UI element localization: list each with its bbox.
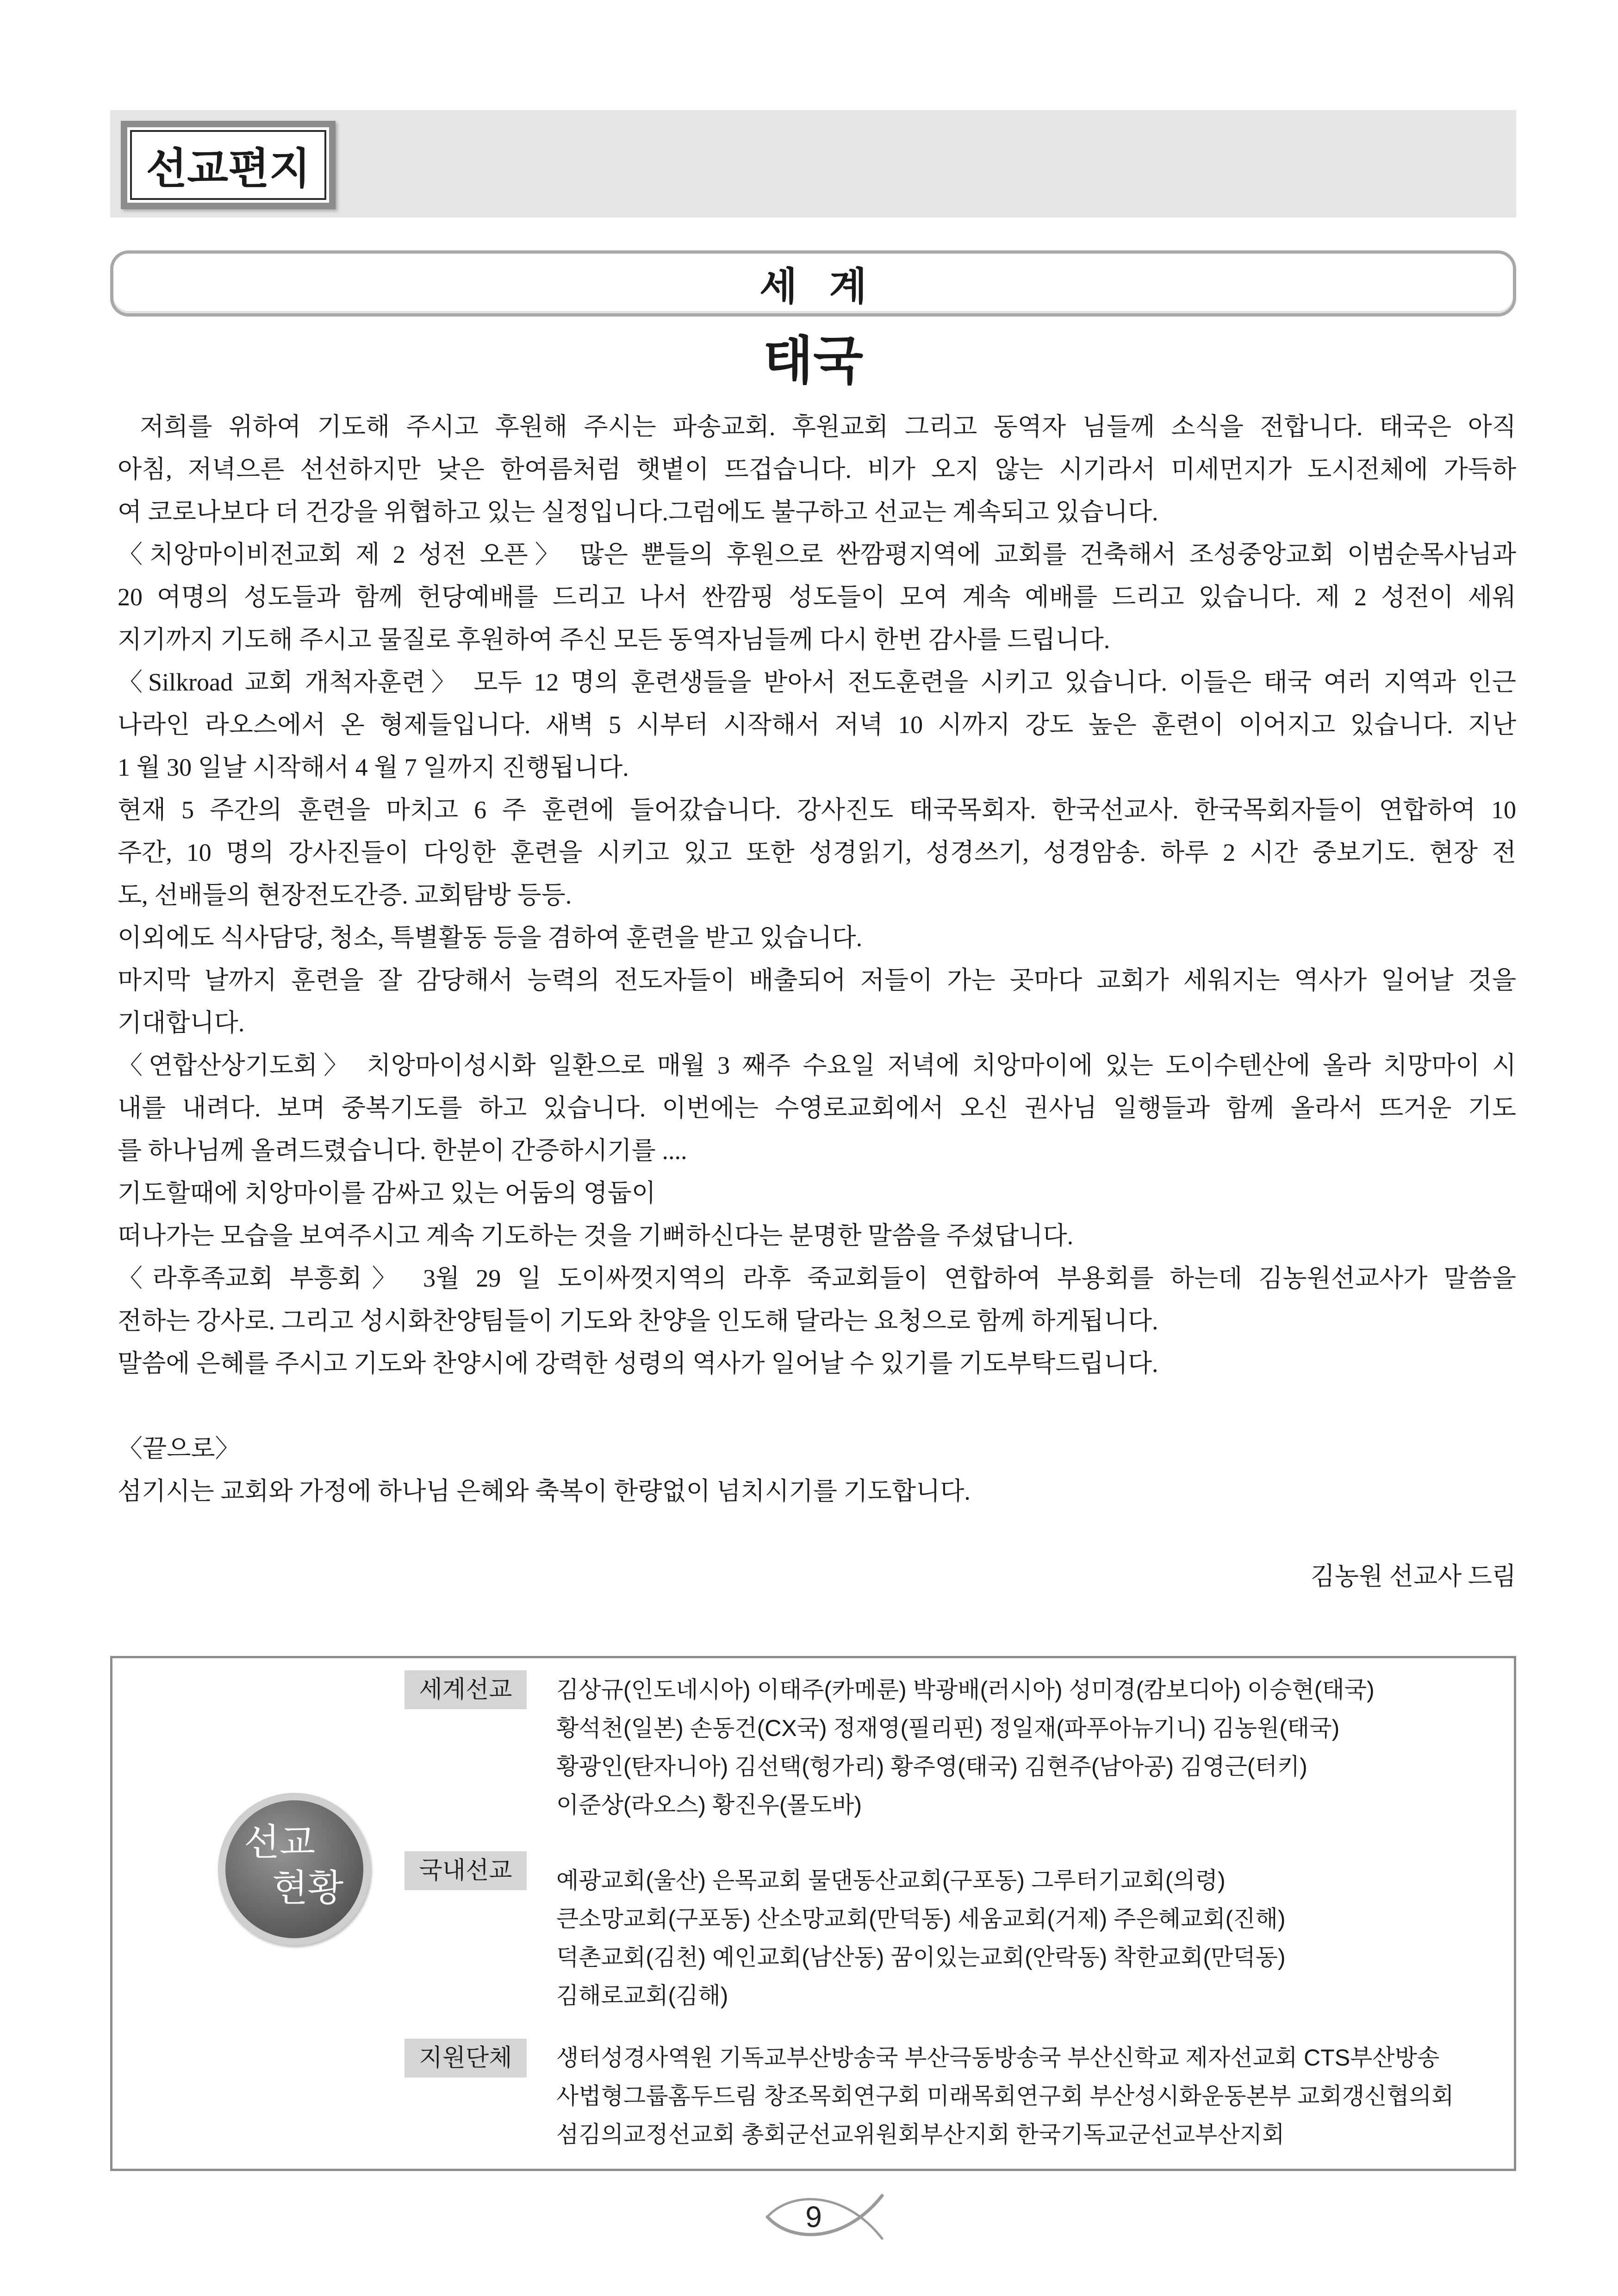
mission-entry-line: 예광교회(울산) 은목교회 물댄동산교회(구포동) 그루터기교회(의령) bbox=[556, 1867, 1226, 1893]
letter-line: 이외에도 식사담당, 청소, 특별활동 등을 겸하여 훈련을 받고 있습니다. bbox=[118, 924, 863, 952]
mission-status-box bbox=[110, 1656, 1516, 2171]
mission-entry-line: 생터성경사역원 기독교부산방송국 부산극동방송국 부산신학교 제자선교회 CTS부산방송 bbox=[556, 2045, 1440, 2071]
letter-line: 기대합니다. bbox=[118, 1009, 245, 1037]
mission-entry-line: 황석천(일본) 손동건(CX국) 정재영(필리핀) 정일재(파푸아뉴기니) 김농원(태국) bbox=[556, 1715, 1340, 1741]
signature: 김농원 선교사 드림 bbox=[1310, 1562, 1516, 1590]
header-band bbox=[110, 110, 1516, 218]
group-entries-world bbox=[556, 1671, 1510, 1824]
letter-line: 도, 선배들의 현장전도간증. 교회탐방 등등. bbox=[118, 881, 572, 909]
section-label-box bbox=[121, 121, 336, 209]
page-footer bbox=[764, 2191, 886, 2243]
letter-line: 지기까지 기도해 주시고 물질로 후원하여 주신 모든 동역자님들께 다시 한번 감사를 드립니다. bbox=[118, 626, 1110, 653]
country-title: 태국 bbox=[763, 331, 864, 391]
mission-entry-line: 김해로교회(김해) bbox=[556, 1983, 728, 2009]
mission-status-badge bbox=[218, 1793, 371, 1946]
letter-line: 나라인 라오스에서 온 형제들입니다. 새벽 5 시부터 시작해서 저녁 10 시까지 강도 높은 훈련이 이어지고 있습니다. 지난 bbox=[118, 711, 1516, 739]
closing-heading: 〈끝으로〉 bbox=[118, 1435, 240, 1462]
letter-line: 말씀에 은혜를 주시고 기도와 찬양시에 강력한 성령의 역사가 일어날 수 있기를 기도부탁드립니다. bbox=[118, 1350, 1158, 1377]
mission-entry-line: 김상규(인도네시아) 이태주(카메룬) 박광배(러시아) 성미경(캄보디아) 이승현(태국) bbox=[556, 1677, 1375, 1703]
letter-line: 기도할때에 치앙마이를 감싸고 있는 어둠의 영둡이 bbox=[118, 1179, 656, 1207]
mission-entry-line: 사법형그룹홈두드림 창조목회연구회 미래목회연구회 부산성시화운동본부 교회갱신협의회 bbox=[556, 2083, 1454, 2109]
letter-line: 1 월 30 일날 시작해서 4 월 7 일까지 진행됩니다. bbox=[118, 753, 629, 781]
badge-line-1: 선교 bbox=[243, 1821, 316, 1864]
letter-line: 저희를 위하여 기도해 주시고 후원해 주시는 파송교회. 후원교회 그리고 동역자 님들께 소식을 전합니다. 태국은 아직 bbox=[140, 413, 1516, 441]
letter-line: 내를 내려다. 보며 중복기도를 하고 있습니다. 이번에는 수영로교회에서 오신 권사님 일행들과 함께 올라서 뜨거운 기도 bbox=[118, 1094, 1516, 1122]
letter-line: 현재 5 주간의 훈련을 마치고 6 주 훈련에 들어갔습니다. 강사진도 태국목회자. 한국선교사. 한국목회자들이 연합하여 10 bbox=[118, 796, 1516, 824]
blank-line bbox=[118, 1385, 1516, 1427]
letter-line: 20 여명의 성도들과 함께 헌당예배를 드리고 나서 싼깜핑 성도들이 모여 계속 예배를 드리고 있습니다. 제 2 성전이 세워 bbox=[118, 583, 1516, 611]
letter-line: 〈연합산상기도회〉 치앙마이성시화 일환으로 매월 3 째주 수요일 저녁에 치앙마이에 있는 도이수텐산에 올라 치망마이 시 bbox=[118, 1052, 1516, 1079]
group-entries-domestic bbox=[556, 1861, 1510, 2015]
mission-entry-line: 이준상(라오스) 황진우(몰도바) bbox=[556, 1792, 862, 1818]
letter-line: 여 코로나보다 더 건강을 위협하고 있는 실정입니다.그럼에도 불구하고 선교는 계속되고 있습니다. bbox=[118, 498, 1158, 526]
mission-entry-line: 덕촌교회(김천) 예인교회(남산동) 꿈이있는교회(안락동) 착한교회(만덕동) bbox=[556, 1944, 1286, 1970]
page-number: 9 bbox=[805, 2200, 822, 2234]
letter-line: 아침, 저녁으른 선선하지만 낮은 한여름처럼 햇볕이 뜨겁습니다. 비가 오지 않는 시기라서 미세먼지가 도시전체에 가득하 bbox=[118, 455, 1516, 483]
group-label-world: 세계선교 bbox=[404, 1670, 527, 1709]
mission-entry-line: 큰소망교회(구포동) 산소망교회(만덕동) 세움교회(거제) 주은혜교회(진해) bbox=[556, 1906, 1286, 1932]
letter-line: 마지막 날까지 훈련을 잘 감당해서 능력의 전도자들이 배출되어 저들이 가는 곳마다 교회가 세워지는 역사가 일어날 것을 bbox=[118, 966, 1516, 994]
letter-line: 전하는 강사로. 그리고 성시화찬양팀들이 기도와 찬양을 인도해 달라는 요청으로 함께 하게됩니다. bbox=[118, 1307, 1158, 1335]
letter-line: 〈Silkroad 교회 개척자훈련〉 모두 12 명의 훈련생들을 받아서 전도훈련을 시키고 있습니다. 이들은 태국 여러 지역과 인근 bbox=[118, 668, 1516, 696]
mission-entry-line: 섬김의교정선교회 총회군선교위원회부산지회 한국기독교군선교부산지회 bbox=[556, 2122, 1285, 2147]
letter-line: 주간, 10 명의 강사진들이 다잉한 훈련을 시키고 있고 또한 성경읽기, 성경쓰기, 성경암송. 하루 2 시간 중보기도. 현장 전 bbox=[118, 839, 1516, 866]
badge-core bbox=[225, 1800, 363, 1938]
letter-line: 떠나가는 모습을 보여주시고 계속 기도하는 것을 기뻐하신다는 분명한 말씀을 주셨답니다. bbox=[118, 1222, 1074, 1250]
mission-entry-line: 황광인(탄자니아) 김선택(헝가리) 황주영(태국) 김현주(남아공) 김영근(터키) bbox=[556, 1754, 1307, 1780]
region-label: 세 계 bbox=[759, 264, 867, 309]
section-label: 선교편지 bbox=[130, 130, 326, 200]
badge-line-2: 현황 bbox=[272, 1867, 344, 1910]
letter-body bbox=[118, 405, 1516, 1598]
closing-line: 섬기시는 교회와 가정에 하나님 은혜와 축복이 한량없이 넘치시기를 기도합니다. bbox=[118, 1477, 971, 1505]
group-entries-support bbox=[556, 2039, 1510, 2154]
letter-line: 〈치앙마이비전교회 제 2 성전 오픈〉 많은 뿐들의 후원으로 싼깜평지역에 교회를 건축해서 조성중앙교회 이범순목사님과 bbox=[118, 541, 1516, 568]
group-label-support: 지원단체 bbox=[404, 2039, 527, 2078]
letter-line: 〈라후족교회 부흥회〉 3월 29 일 도이싸껏지역의 라후 죽교회들이 연합하여 부용회를 하는데 김농원선교사가 말씀을 bbox=[118, 1264, 1516, 1292]
blank-line bbox=[118, 1512, 1516, 1555]
region-banner bbox=[110, 250, 1516, 317]
letter-line: 를 하나님께 올려드렸습니다. 한분이 간증하시기를 .... bbox=[118, 1137, 687, 1164]
group-label-domestic: 국내선교 bbox=[404, 1851, 527, 1890]
